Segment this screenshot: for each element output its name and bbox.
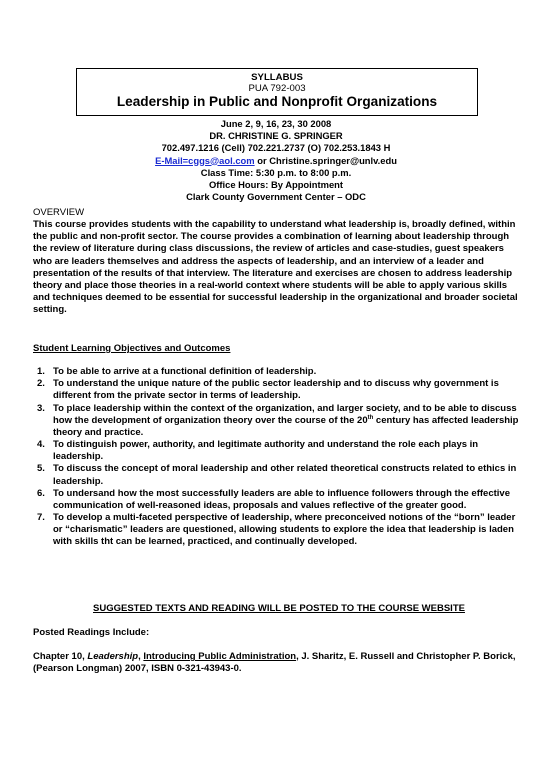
overview-section [33, 207, 525, 316]
book-title: Introducing Public Administration [143, 651, 297, 663]
course-code: PUA 792-003 [248, 83, 306, 94]
objective-item: 1. To be able to arrive at a functional definition of leadership. [37, 366, 317, 378]
objectives-heading: Student Learning Objectives and Outcomes [33, 343, 231, 354]
class-location: Clark County Government Center – ODC [186, 191, 366, 203]
reading-citation: Chapter 10, Leadership, Introducing Public Administration, J. Sharitz, E. Russell and Christopher P. Borick, (Pearson Longman) 2007, ISBN 0-321-43943-0. [33, 651, 516, 675]
class-time: Class Time: 5:30 p.m. to 8:00 p.m. [200, 166, 352, 178]
instructor-phones: 702.497.1216 (Cell) 702.221.2737 (O) 702.253.1843 H [161, 142, 391, 154]
objective-item: 2. To understand the unique nature of the public sector leadership and to discuss why government is different from the private sector in terms of leadership. [37, 378, 499, 402]
email-link[interactable]: E-Mail=cggs@aol.com [155, 154, 255, 166]
syllabus-header-box [76, 68, 478, 116]
course-info [60, 118, 492, 203]
objective-item: 7. To develop a multi-faceted perspective of leadership, where preconceived notions of the “born” leader or “charismatic” leaders are questioned, allowing students to explore the idea that leadership is laden with skills tht can be learned, practiced, and continually developed. [37, 512, 516, 548]
instructor-email-line [60, 155, 492, 167]
email-alt: or Christine.springer@unlv.edu [254, 154, 397, 166]
readings-heading: Posted Readings Include: [33, 627, 150, 638]
objective-item: 3. To place leadership within the context of the organization, and larger society, and to be able to discuss how the development of organization theory over the course of the 20th century has affected leadership theory and practice. [37, 402, 519, 438]
instructor-name: DR. CHRISTINE G. SPRINGER [209, 130, 343, 142]
overview-text: This course provides students with the capability to understand what leadership is, broadly defined, within the public and non-profit sector. The course provides a combination of learning about leadership through the review of literature during class discussions, the review of articles and case-studies, guest speakers who are leaders themselves and address the aspects of leadership, and an interview of a leader and presentation of the results of that interview. The literature and exercises are chosen to address leadership theory and place those theories in a real-world context where students will be able to apply various skills and techniques deemed to be essential for successful leadership in the organizational and broader societal setting. [33, 219, 518, 316]
chapter-title: Leadership [87, 651, 139, 663]
suggested-texts-notice: SUGGESTED TEXTS AND READING WILL BE POSTED TO THE COURSE WEBSITE [93, 603, 465, 614]
objectives-list [33, 366, 525, 548]
course-title: Leadership in Public and Nonprofit Organizations [116, 94, 438, 109]
objective-item: 6. To undersand how the most successfully leaders are able to influence followers through the effective communication of well-reasoned ideas, proposals and values reflective of the greater good. [37, 487, 510, 511]
class-dates: June 2, 9, 16, 23, 30 2008 [220, 118, 332, 129]
objectives-section [33, 343, 525, 549]
objective-item: 5. To discuss the concept of moral leadership and other related theoretical constructs related to ethics in leadership. [37, 463, 517, 487]
objective-item: 4. To distinguish power, authority, and legitimate authority and understand the role each plays in leadership. [37, 439, 479, 463]
office-hours: Office Hours: By Appointment [208, 179, 344, 191]
readings-section [33, 627, 525, 675]
overview-heading: OVERVIEW [33, 207, 85, 218]
syllabus-label: SYLLABUS [251, 72, 303, 83]
